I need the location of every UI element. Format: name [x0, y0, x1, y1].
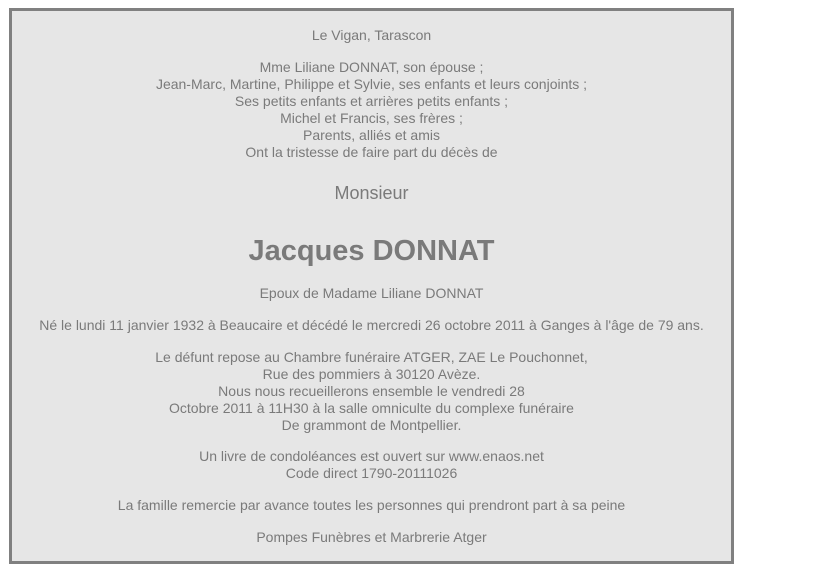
deceased-name: Jacques DONNAT — [248, 235, 495, 267]
civility-title: Monsieur — [334, 183, 409, 203]
obituary-notice — [9, 8, 734, 564]
life-dates-line: Né le lundi 11 janvier 1932 à Beaucaire et décédé le mercredi 26 octobre 2011 à Ganges à l'âge de 79 ans. — [39, 317, 704, 333]
ceremony-line-3: Nous nous recueillerons ensemble le vendredi 28 — [218, 383, 525, 399]
ceremony-line-1: Le défunt repose au Chambre funéraire ATGER, ZAE Le Pouchonnet, — [155, 349, 588, 365]
condolences-line: Un livre de condoléances est ouvert sur www.enaos.net — [199, 448, 544, 464]
ceremony-line-5: De grammont de Montpellier. — [281, 417, 462, 433]
announcement-line: Ont la tristesse de faire part du décès de — [245, 144, 498, 160]
family-line-brothers: Michel et Francis, ses frères ; — [280, 110, 463, 126]
funeral-home-line: Pompes Funèbres et Marbrerie Atger — [256, 529, 487, 545]
place-line: Le Vigan, Tarascon — [311, 27, 432, 43]
family-line-relatives: Parents, alliés et amis — [303, 127, 440, 143]
spouse-line: Epoux de Madame Liliane DONNAT — [259, 285, 484, 301]
thanks-line: La famille remercie par avance toutes les personnes qui prendront part à sa peine — [117, 497, 626, 513]
family-line-grandchildren: Ses petits enfants et arrières petits enfants ; — [234, 93, 509, 109]
condolences-code-line: Code direct 1790-20111026 — [285, 465, 458, 481]
ceremony-line-2: Rue des pommiers à 30120 Avèze. — [262, 366, 481, 382]
ceremony-line-4: Octobre 2011 à 11H30 à la salle omniculte du complexe funéraire — [169, 400, 574, 416]
family-line-children: Jean-Marc, Martine, Philippe et Sylvie, ses enfants et leurs conjoints ; — [155, 76, 588, 92]
family-line-spouse: Mme Liliane DONNAT, son épouse ; — [259, 59, 484, 75]
